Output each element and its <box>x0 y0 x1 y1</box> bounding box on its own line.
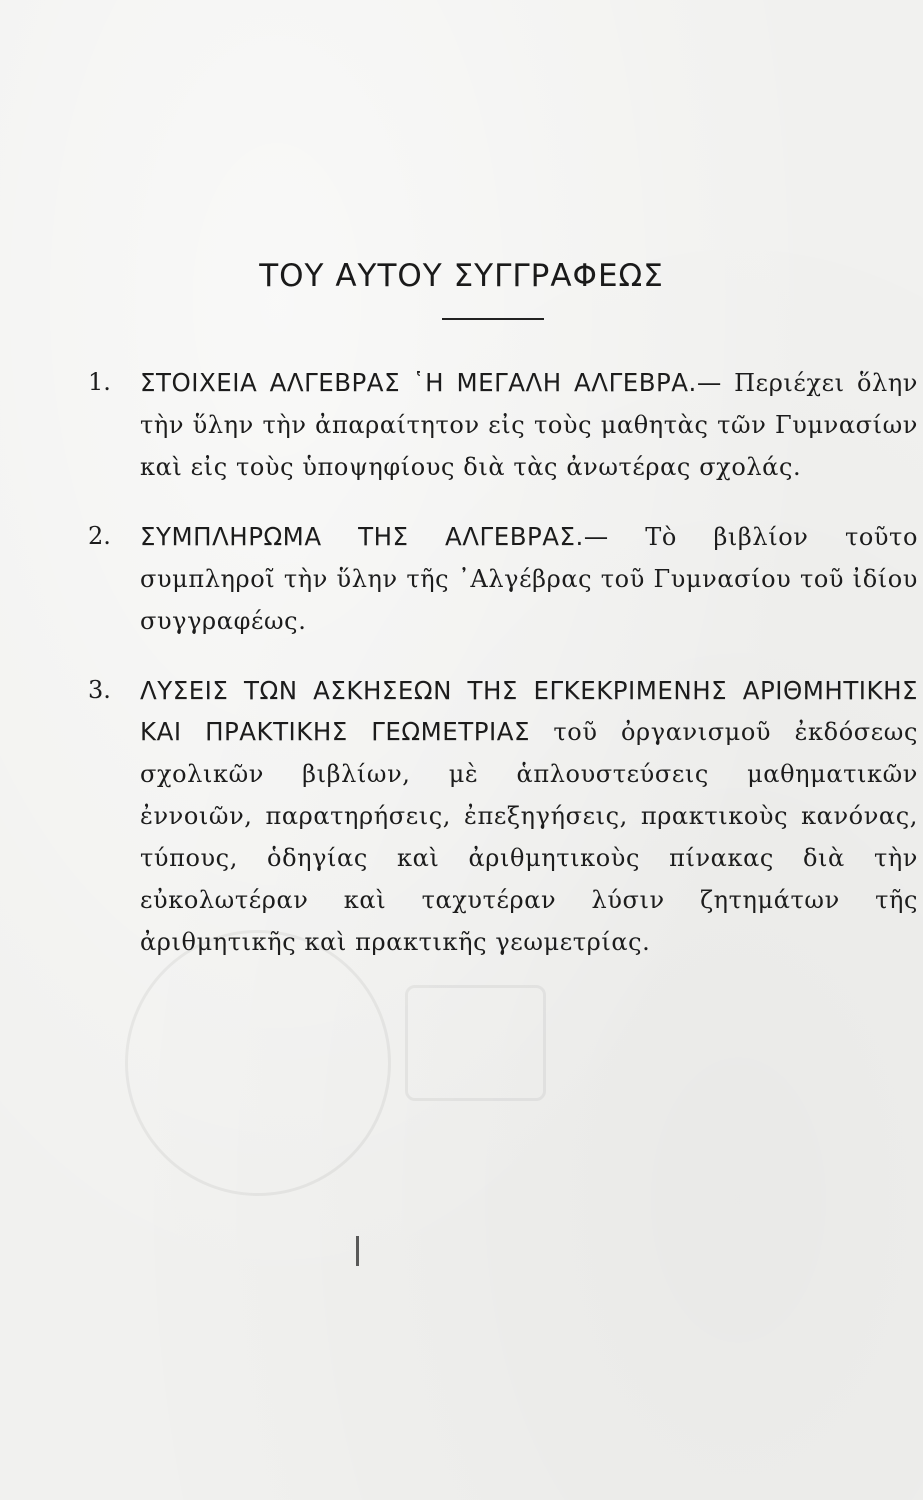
item-number: 2. <box>88 522 111 550</box>
item-title: ΛΥΣΕΙΣ ΤΩΝ ΑΣΚΗΣΕΩΝ ΤΗΣ ΕΓΚΕΚΡΙΜΕΝΗΣ ΑΡΙΘΜΗΤΙΚΗΣ ΚΑΙ ΠΡΑΚΤΙΚΗΣ ΓΕΩΜΕΤΡΙΑΣ <box>140 676 918 746</box>
item-text <box>140 670 918 963</box>
item-description: Περιέχει ὅλην τὴν ὕλην τὴν ἀπαραίτητον εἰς τοὺς μαθητὰς τῶν Γυμνασίων καὶ εἰς τοὺς ὑποψηφίους διὰ τὰς ἀνωτέρας σχολάς. <box>140 369 918 481</box>
heading-rule <box>442 318 544 320</box>
list-item <box>88 670 918 963</box>
item-number: 1. <box>88 368 111 396</box>
item-description: τοῦ ὀργανισμοῦ ἐκδόσεως σχολικῶν βιβλίων, μὲ ἁπλουστεύσεις μαθηματικῶν ἐννοιῶν, παρατηρήσεις, ἐπεξηγήσεις, πρακτικοὺς κανόνας, τύπους, ὁδηγίας καὶ ἀριθμητικοὺς πίνακας διὰ τὴν εὐκολωτέραν καὶ ταχυτέραν λύσιν ζητημάτων τῆς ἀριθμητικῆς καὶ πρακτικῆς γεωμετρίας. <box>140 718 918 956</box>
publication-list <box>88 362 918 991</box>
item-text <box>140 516 918 642</box>
item-number: 3. <box>88 676 111 704</box>
page-heading: ΤΟΥ ΑΥΤΟΥ ΣΥΓΓΡΑΦΕΩΣ <box>259 258 664 294</box>
item-text <box>140 362 918 488</box>
list-item <box>88 516 918 642</box>
item-description: Τὸ βιβλίον τοῦτο συμπληροῖ τὴν ὕλην τῆς ᾿Αλγέβρας τοῦ Γυμνασίου τοῦ ἰδίου συγγραφέως. <box>140 523 918 635</box>
ink-mark <box>356 1236 359 1266</box>
list-item <box>88 362 918 488</box>
bleed-through-logo <box>405 985 546 1101</box>
item-title: ΣΥΜΠΛΗΡΩΜΑ ΤΗΣ ΑΛΓΕΒΡΑΣ.— <box>140 522 609 551</box>
item-title: ΣΤΟΙΧΕΙΑ ΑΛΓΕΒΡΑΣ ῾Η ΜΕΓΑΛΗ ΑΛΓΕΒΡΑ.— <box>140 368 722 397</box>
